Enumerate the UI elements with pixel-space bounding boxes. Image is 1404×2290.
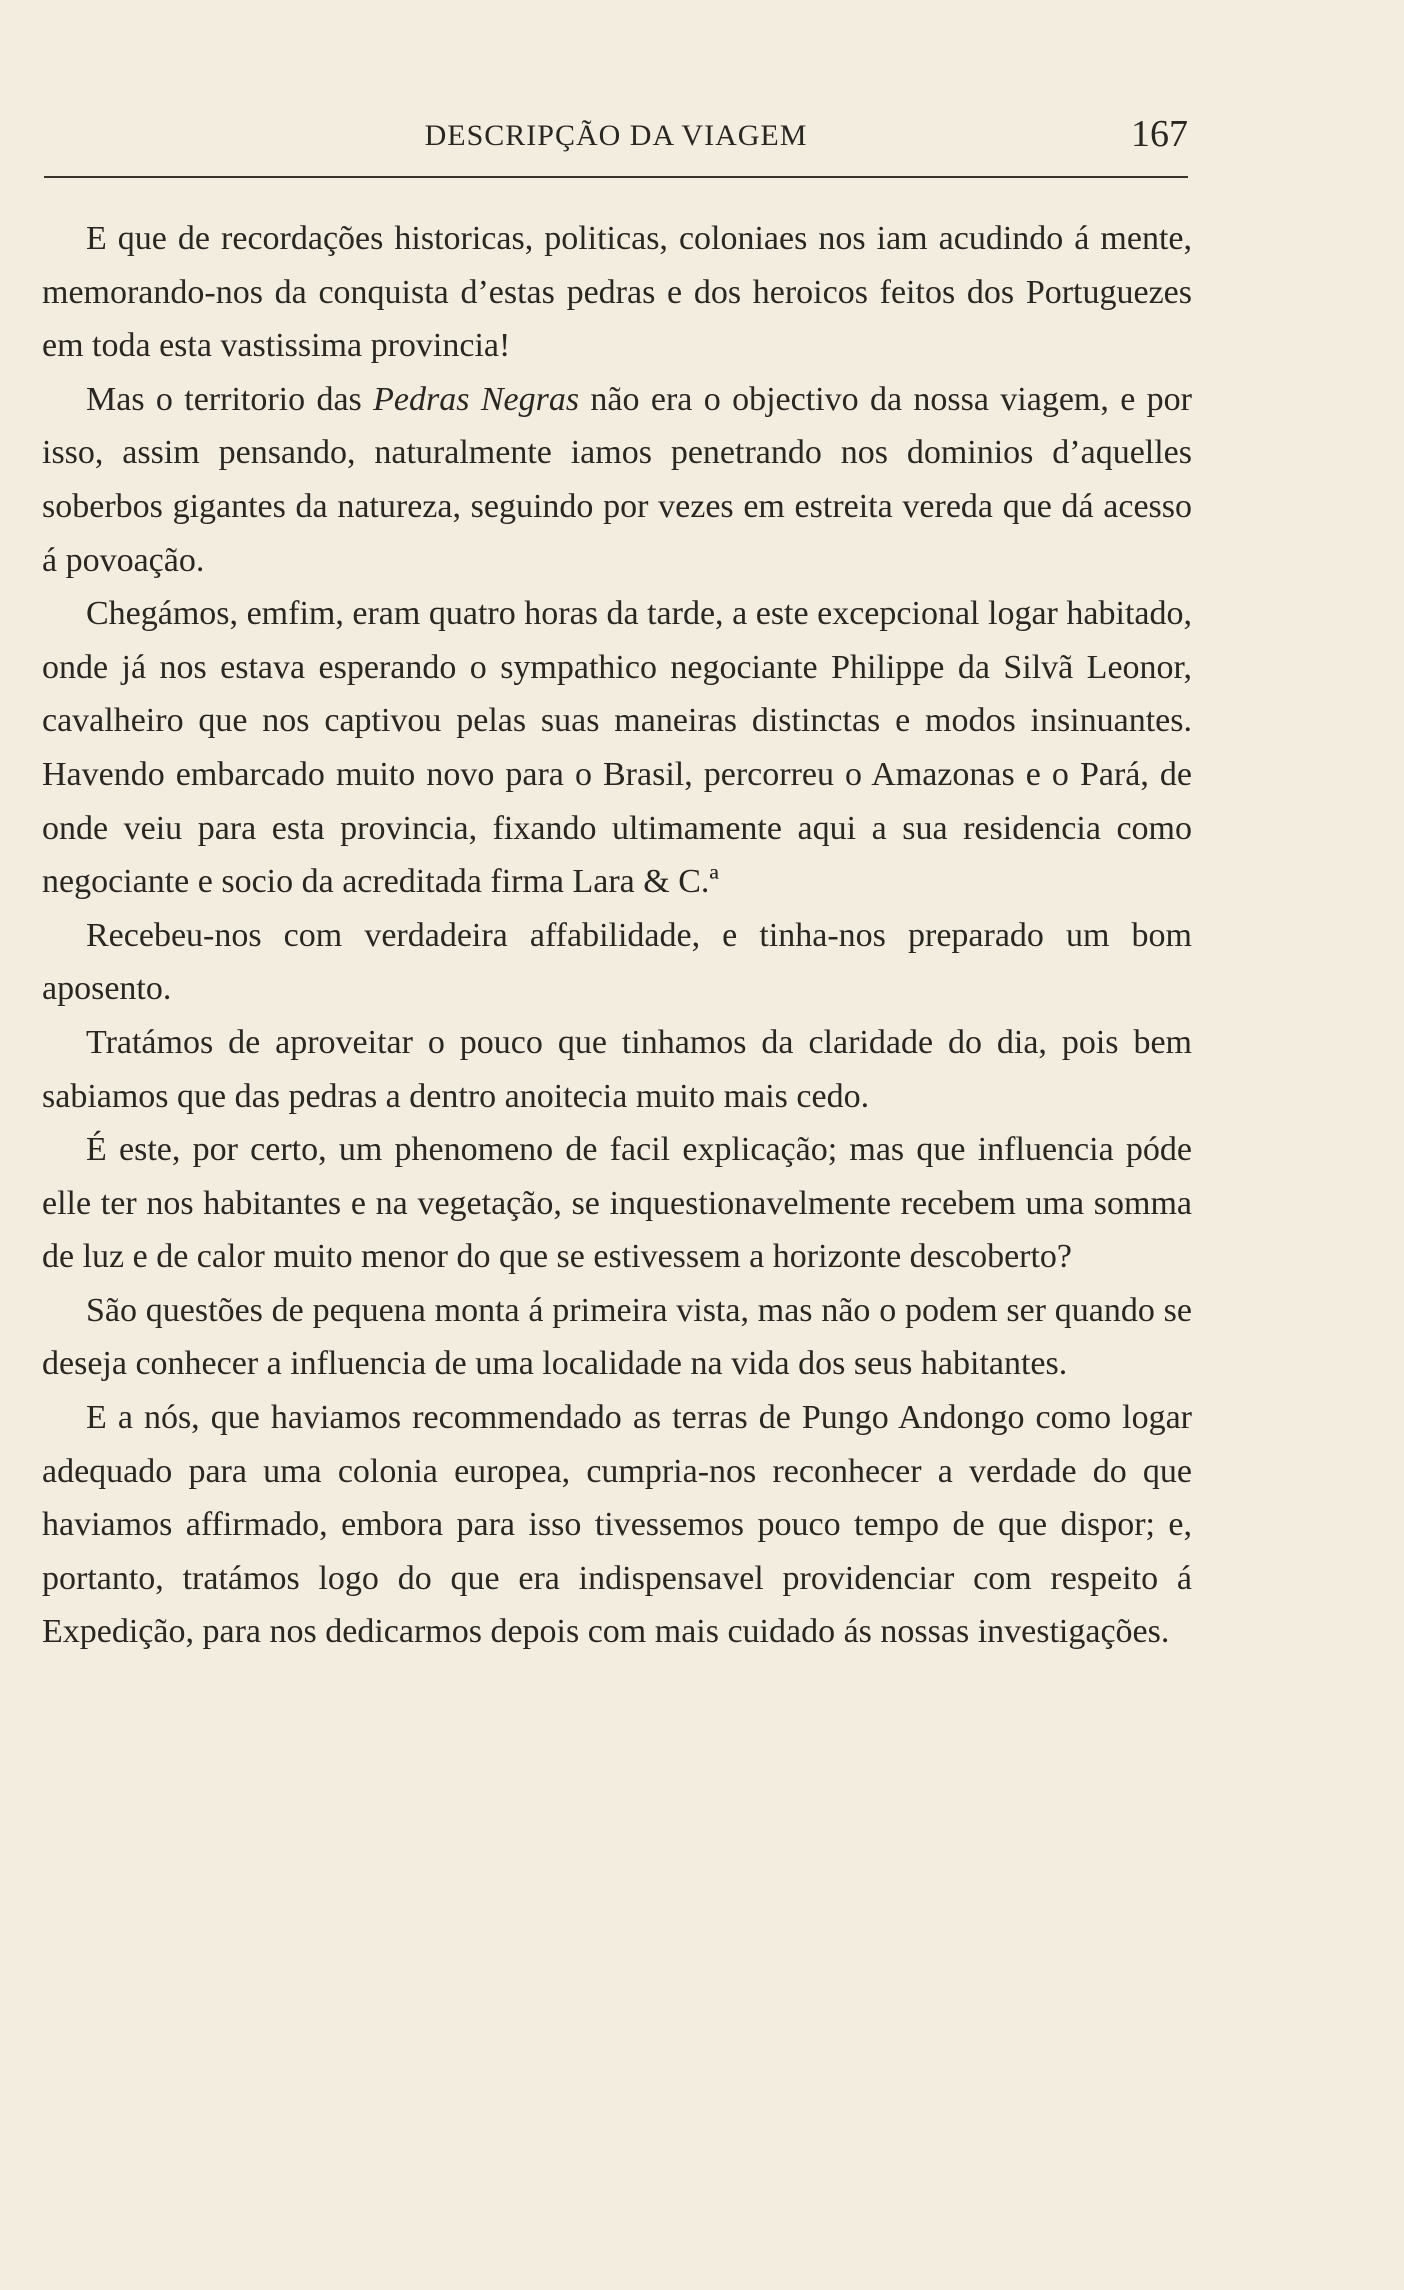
page-number: 167 (1131, 113, 1188, 155)
header-rule (44, 176, 1188, 178)
running-head (44, 108, 1188, 164)
paragraph: Recebeu-nos com verdadeira affabilidade, e tinha-nos preparado um bom aposento. (42, 916, 1192, 1008)
paragraph: É este, por certo, um phenomeno de facil explicação; mas que influencia póde elle ter nos habitantes e na vegetação, se inquestionavelmente recebem uma somma de luz e de calor muito menor do que se estivessem a horizonte descoberto? (42, 1131, 1192, 1276)
paragraph: E a nós, que haviamos recommendado as terras de Pungo Andongo como logar adequado para uma colonia europea, cumpria-nos reconhecer a verdade do que haviamos affirmado, embora para isso tivessemos pouco tempo de que dispor; e, portanto, tratámos logo do que era indispensavel providenciar com respeito á Expedição, para nos dedicarmos depois com mais cuidado ás nossas investigações. (42, 1399, 1192, 1651)
header-title: DESCRIPÇÃO DA VIAGEM (424, 119, 808, 152)
paragraph: Tratámos de aproveitar o pouco que tinhamos da claridade do dia, pois bem sabiamos que das pedras a dentro anoitecia muito mais cedo. (42, 1023, 1192, 1115)
paragraph: Chegámos, emfim, eram quatro horas da tarde, a este excepcional logar habitado, onde já nos estava esperando o sympathico negociante Philippe da Silvã Leonor, cavalheiro que nos captivou pelas suas maneiras distinctas e modos insinuantes. Havendo embarcado muito novo para o Brasil, percorreu o Amazonas e o Pará, de onde veiu para esta provincia, fixando ultimamente aqui a sua residencia como negociante e socio da acreditada firma Lara & C.ª (42, 595, 1192, 901)
italic-place-name: Pedras Negras (373, 380, 580, 418)
paragraph-text: Mas o territorio das (86, 380, 374, 418)
paragraph: E que de recordações historicas, politicas, coloniaes nos iam acudindo á mente, memorando-nos da conquista d’estas pedras e dos heroicos feitos dos Portuguezes em toda esta vastissima provincia! (42, 220, 1192, 365)
paragraph-text: não era o objectivo da nossa viagem, e por isso, assim pensando, naturalmente iamos penetrando nos dominios d’aquelles soberbos gigantes da natureza, seguindo por vezes em estreita vereda que dá acesso á povoação. (42, 380, 1193, 579)
paragraph: São questões de pequena monta á primeira vista, mas não o podem ser quando se deseja conhecer a influencia de uma localidade na vida dos seus habitantes. (42, 1291, 1192, 1383)
paragraph (42, 373, 1192, 587)
body-text (42, 212, 1192, 1659)
